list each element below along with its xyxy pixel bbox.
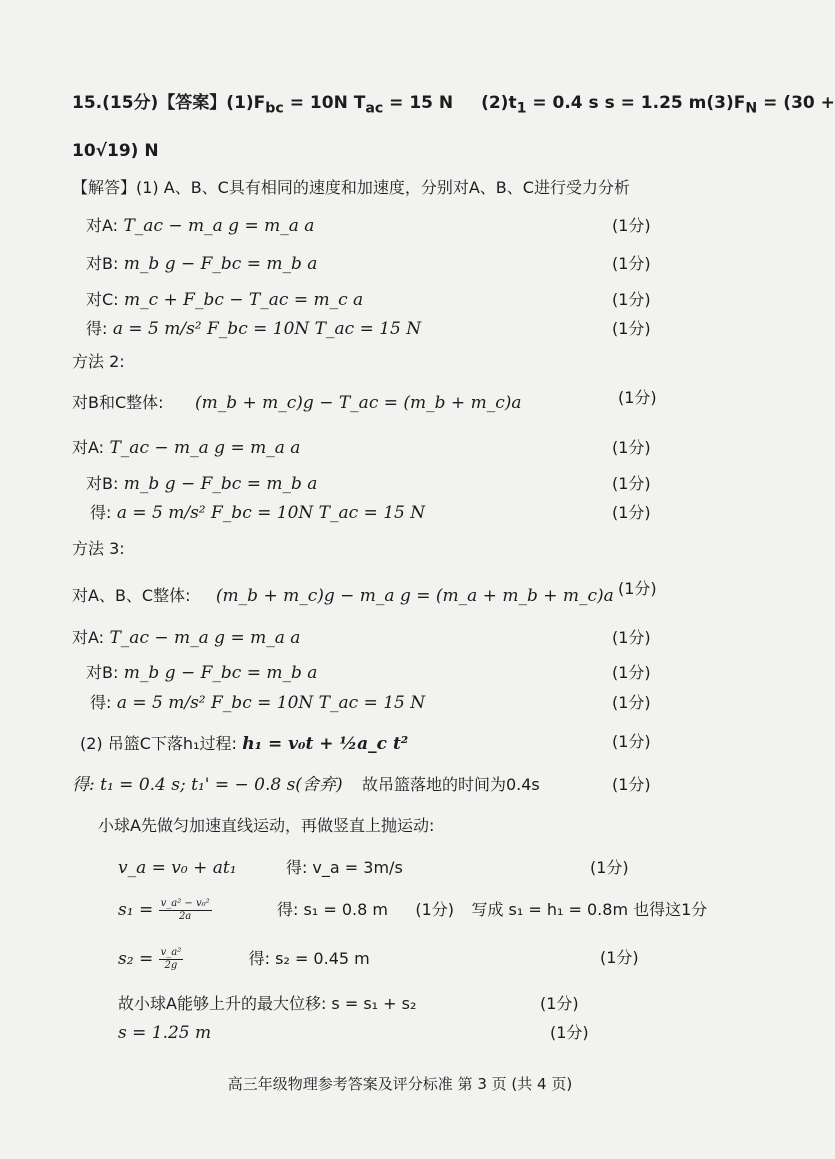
subscript: ac <box>365 100 384 117</box>
result: 得: s₂ = 0.45 m <box>248 949 370 968</box>
method1-row-b <box>86 253 317 275</box>
method3-row-abc <box>72 585 614 607</box>
answer-header-line2: 10√19) N <box>72 141 159 161</box>
answer-text: = 15 N <box>383 93 454 113</box>
equation: v_a = v₀ + at₁ <box>118 858 237 878</box>
equation-lhs: s₂ = <box>118 949 154 969</box>
part2-fall-row <box>80 733 408 755</box>
equation: T_ac − m_a g = m_a a <box>109 438 301 458</box>
subscript: N <box>745 100 758 117</box>
va-row <box>118 857 403 879</box>
equation: T_ac − m_a g = m_a a <box>123 216 315 236</box>
score: (1分) <box>612 628 651 647</box>
ball-motion-intro: 小球A先做匀加速直线运动，再做竖直上抛运动: <box>98 816 435 835</box>
score: (1分) <box>612 438 651 457</box>
method2-row-bc <box>72 392 522 414</box>
numerator: v_a² <box>160 947 182 958</box>
row-label: 对A: <box>72 628 105 647</box>
row-label: 对C: <box>86 290 119 309</box>
method2-row-a <box>72 437 300 459</box>
result: 得: v_a = 3m/s <box>285 858 403 877</box>
answer-header-line1 <box>72 92 835 119</box>
method3-row-a <box>72 627 300 649</box>
score: (1分) <box>612 319 651 338</box>
answer-text: = 0.4 s s = 1.25 m(3)F <box>526 93 746 113</box>
equation: (m_b + m_c)g − T_ac = (m_b + m_c)a <box>194 393 522 413</box>
fraction <box>159 898 212 923</box>
score: (1分) <box>612 663 651 682</box>
subscript: bc <box>265 100 284 117</box>
row-label: 对A、B、C整体: <box>72 586 191 605</box>
equation: m_c + F_bc − T_ac = m_c a <box>123 290 364 310</box>
score: (1分) <box>612 503 651 522</box>
score: (1分) <box>612 775 651 794</box>
result: 得: t₁ = 0.4 s; t₁' = − 0.8 s(舍弃) <box>72 775 343 795</box>
method3-row-b <box>86 662 317 684</box>
method2-row-b <box>86 473 317 495</box>
score: (1分) <box>612 693 651 712</box>
method3-heading: 方法 3: <box>72 539 125 558</box>
numerator: v_a² − v₀² <box>160 898 210 909</box>
row-label: 得: <box>90 503 112 522</box>
grading-note: 写成 s₁ = h₁ = 0.8m 也得这1分 <box>471 900 708 919</box>
score: (1分) <box>612 290 651 309</box>
method1-row-c <box>86 289 363 311</box>
equation: h₁ = v₀t + ½a_c t² <box>242 734 409 754</box>
score: (1分) <box>540 994 579 1013</box>
score: (1分) <box>550 1023 589 1042</box>
final-answer: s = 1.25 m <box>118 1023 212 1043</box>
solution-intro: 【解答】(1) A、B、C具有相同的速度和加速度，分别对A、B、C进行受力分析 <box>72 178 630 197</box>
score: (1分) <box>612 474 651 493</box>
row-label: 对B: <box>86 254 119 273</box>
answer-part2-label: (2)t <box>481 93 517 113</box>
row-label: 得: <box>90 693 112 712</box>
equation: m_b g − F_bc = m_b a <box>123 474 318 494</box>
score: (1分) <box>612 254 651 273</box>
score: (1分) <box>590 858 629 877</box>
row-label: 得: <box>86 319 108 338</box>
equation: (m_b + m_c)g − m_a g = (m_a + m_b + m_c)a <box>215 586 614 606</box>
row-label: 对B和C整体: <box>72 393 164 412</box>
row-label: 对A: <box>72 438 105 457</box>
equation-lhs: s₁ = <box>118 900 154 920</box>
method2-result <box>90 502 425 524</box>
answer-text: = (30 + <box>757 93 835 113</box>
denominator: 2g <box>164 960 178 971</box>
score: (1分) <box>618 579 657 598</box>
result: a = 5 m/s² F_bc = 10N T_ac = 15 N <box>116 503 426 523</box>
method1-row-a <box>86 215 314 237</box>
result: a = 5 m/s² F_bc = 10N T_ac = 15 N <box>116 693 426 713</box>
s1-row <box>118 898 707 923</box>
method1-result <box>86 318 421 340</box>
row-label: 对B: <box>86 474 119 493</box>
conclusion: 故吊篮落地的时间为0.4s <box>361 775 540 794</box>
method2-heading: 方法 2: <box>72 352 125 371</box>
result: a = 5 m/s² F_bc = 10N T_ac = 15 N <box>112 319 422 339</box>
row-label: (2) 吊篮C下落h₁过程: <box>80 734 237 753</box>
fraction <box>159 947 184 972</box>
answer-text: = 10N T <box>283 93 366 113</box>
equation: T_ac − m_a g = m_a a <box>109 628 301 648</box>
equation: m_b g − F_bc = m_b a <box>123 254 318 274</box>
subscript: 1 <box>516 100 527 117</box>
row-label: 对B: <box>86 663 119 682</box>
equation: m_b g − F_bc = m_b a <box>123 663 318 683</box>
page-footer: 高三年级物理参考答案及评分标准 第 3 页 (共 4 页) <box>227 1075 573 1093</box>
part2-time-result <box>72 774 540 796</box>
s2-row <box>118 947 370 972</box>
score: (1分) <box>618 388 657 407</box>
denominator: 2a <box>178 911 192 922</box>
max-displacement-row: 故小球A能够上升的最大位移: s = s₁ + s₂ <box>118 994 417 1013</box>
score: (1分) <box>415 900 455 919</box>
result: 得: s₁ = 0.8 m <box>277 900 388 919</box>
score: (1分) <box>600 948 639 967</box>
row-label: 对A: <box>86 216 119 235</box>
score: (1分) <box>612 732 651 751</box>
method3-result <box>90 692 425 714</box>
score: (1分) <box>612 216 651 235</box>
answer-part1-label: 15.(15分)【答案】(1)F <box>72 93 266 113</box>
